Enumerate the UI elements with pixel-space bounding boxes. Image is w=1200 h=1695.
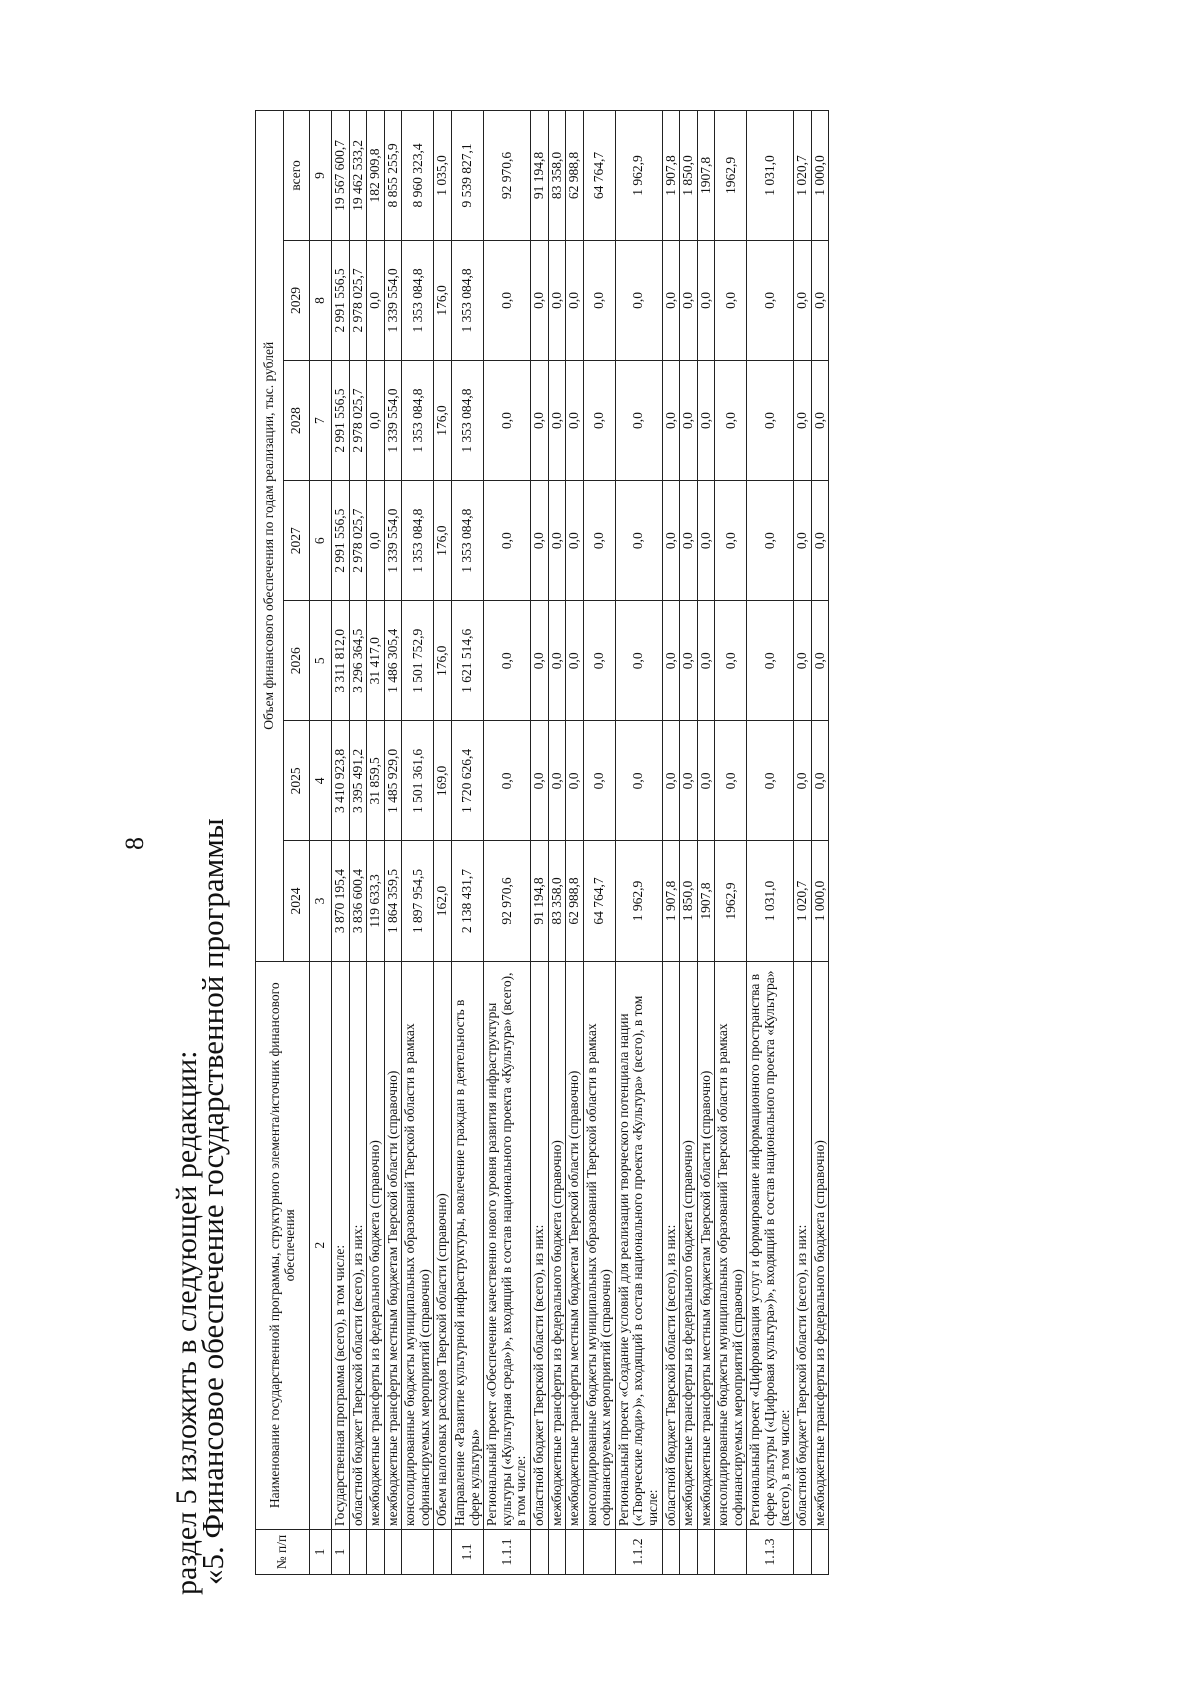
section-title: «5. Финансовое обеспечение государственной программы [195,818,230,1585]
row-total-value: 1 020,7 [794,111,812,241]
row-year-value: 1 353 084,8 [452,481,484,601]
row-name: Региональный проект «Обеспечение качественно нового уровня развития инфраструктуры культуры («Культурная среда»)», входящий в состав национального проекта «Культура» (всего), в том числе: [484,961,531,1529]
row-year-value: 2 991 556,5 [332,481,350,601]
row-number [434,1529,452,1574]
row-year-value: 0,0 [794,481,812,601]
row-year-value: 2 978 025,7 [349,361,367,481]
row-year-value: 0,0 [662,481,680,601]
row-total-value: 8 855 255,9 [384,111,402,241]
row-number [794,1529,812,1574]
row-year-value: 31 859,5 [367,721,385,841]
row-year-value: 0,0 [530,481,548,601]
row-name: Региональный проект «Цифровизация услуг и формирование информационного пространства в сфере культуры («Цифровая культура»)», входящий в состав национального проекта «Культура» (всего), в том числе: [747,961,794,1529]
column-number: 2 [310,961,332,1529]
row-year-value: 3 395 491,2 [349,721,367,841]
row-year-value: 0,0 [566,481,584,601]
row-number [715,1529,747,1574]
row-number [811,1529,829,1574]
row-total-value: 1907,8 [697,111,715,241]
row-year-value: 1 621 514,6 [452,601,484,721]
row-year-value: 1 353 084,8 [402,481,434,601]
row-year-value: 0,0 [747,481,794,601]
header-total: всего [284,111,310,241]
row-year-value: 1 864 359,5 [384,841,402,961]
row-name: консолидированные бюджеты муниципальных образований Тверской области в рамках софинансируемых мероприятий (справочно) [715,961,747,1529]
row-year-value: 0,0 [367,240,385,360]
row-year-value: 0,0 [566,601,584,721]
row-total-value: 19 567 600,7 [332,111,350,241]
row-year-value: 3 311 812,0 [332,601,350,721]
table-row [349,111,367,1575]
row-total-value: 1 035,0 [434,111,452,241]
row-year-value: 0,0 [583,240,615,360]
row-year-value: 169,0 [434,721,452,841]
row-year-value: 0,0 [680,361,698,481]
row-year-value: 1 353 084,8 [402,361,434,481]
table-row [402,111,434,1575]
row-year-value: 1 501 752,9 [402,601,434,721]
row-year-value: 0,0 [583,601,615,721]
row-year-value: 0,0 [747,721,794,841]
row-total-value: 62 988,8 [566,111,584,241]
row-year-value: 62 988,8 [566,841,584,961]
header-year: 2025 [284,721,310,841]
row-year-value: 0,0 [530,601,548,721]
row-year-value: 0,0 [715,240,747,360]
table-row [615,111,662,1575]
row-year-value: 0,0 [715,721,747,841]
row-year-value: 0,0 [697,481,715,601]
row-year-value: 0,0 [811,481,829,601]
row-year-value: 0,0 [794,361,812,481]
row-number: 1 [332,1529,350,1574]
table-body [332,111,829,1575]
row-year-value: 0,0 [367,361,385,481]
row-year-value: 0,0 [747,240,794,360]
row-name: Государственная программа (всего), в том числе: [332,961,350,1529]
row-year-value: 0,0 [662,721,680,841]
row-year-value: 0,0 [566,721,584,841]
row-name: Региональный проект «Создание условий для реализации творческого потенциала нации («Творческие люди»)», входящий в состав национального проекта «Культура» (всего), в том числе: [615,961,662,1529]
row-name: консолидированные бюджеты муниципальных образований Тверской области в рамках софинансируемых мероприятий (справочно) [402,961,434,1529]
row-year-value: 0,0 [566,361,584,481]
table-row [566,111,584,1575]
row-year-value: 0,0 [548,361,566,481]
row-name: областной бюджет Тверской области (всего), из них: [530,961,548,1529]
row-year-value: 0,0 [548,721,566,841]
row-year-value: 176,0 [434,601,452,721]
table-row [484,111,531,1575]
row-year-value: 0,0 [615,481,662,601]
row-year-value: 0,0 [715,481,747,601]
row-total-value: 182 909,8 [367,111,385,241]
row-name: межбюджетные трансферты из федерального бюджета (справочно) [680,961,698,1529]
row-year-value: 2 138 431,7 [452,841,484,961]
row-number: 1.1.3 [747,1529,794,1574]
row-year-value: 1 339 554,0 [384,361,402,481]
row-year-value: 176,0 [434,361,452,481]
row-year-value: 1 850,0 [680,841,698,961]
row-year-value: 0,0 [367,481,385,601]
row-year-value: 0,0 [811,721,829,841]
row-year-value: 0,0 [583,721,615,841]
row-year-value: 0,0 [697,240,715,360]
intro-text: раздел 5 изложить в следующей редакции: [170,1050,203,1595]
table-row [332,111,350,1575]
row-year-value: 92 970,6 [484,841,531,961]
column-number: 1 [310,1529,332,1574]
row-year-value: 3 836 600,4 [349,841,367,961]
row-name: консолидированные бюджеты муниципальных образований Тверской области в рамках софинансируемых мероприятий (справочно) [583,961,615,1529]
row-year-value: 1 339 554,0 [384,240,402,360]
header-year: 2027 [284,481,310,601]
row-year-value: 2 991 556,5 [332,361,350,481]
row-year-value: 0,0 [697,721,715,841]
table-row [367,111,385,1575]
row-total-value: 9 539 827,1 [452,111,484,241]
row-year-value: 0,0 [662,361,680,481]
row-year-value: 0,0 [484,481,531,601]
row-year-value: 1 353 084,8 [452,240,484,360]
row-year-value: 0,0 [747,361,794,481]
column-number: 8 [310,240,332,360]
row-year-value: 0,0 [615,240,662,360]
table-row [548,111,566,1575]
row-year-value: 2 978 025,7 [349,481,367,601]
row-year-value: 1 031,0 [747,841,794,961]
row-year-value: 0,0 [484,240,531,360]
row-year-value: 1 486 305,4 [384,601,402,721]
row-year-value: 0,0 [615,361,662,481]
table-row [434,111,452,1575]
row-year-value: 1 000,0 [811,841,829,961]
row-year-value: 0,0 [680,601,698,721]
row-year-value: 0,0 [484,721,531,841]
row-year-value: 0,0 [662,240,680,360]
row-year-value: 31 417,0 [367,601,385,721]
header-name: Наименование государственной программы, структурного элемента/источник финансового обеспечения [256,961,310,1529]
row-total-value: 1 031,0 [747,111,794,241]
header-year: 2026 [284,601,310,721]
row-year-value: 0,0 [615,601,662,721]
row-year-value: 0,0 [548,601,566,721]
row-year-value: 0,0 [794,721,812,841]
row-number [662,1529,680,1574]
table-row [452,111,484,1575]
row-year-value: 0,0 [566,240,584,360]
row-year-value: 1 485 929,0 [384,721,402,841]
column-number: 6 [310,481,332,601]
table-row [384,111,402,1575]
row-year-value: 64 764,7 [583,841,615,961]
row-total-value: 91 194,8 [530,111,548,241]
table-row [715,111,747,1575]
row-number [697,1529,715,1574]
row-total-value: 1 962,9 [615,111,662,241]
row-year-value: 162,0 [434,841,452,961]
column-number: 4 [310,721,332,841]
column-number: 9 [310,111,332,241]
row-name: областной бюджет Тверской области (всего), из них: [794,961,812,1529]
row-number: 1.1 [452,1529,484,1574]
table-row [662,111,680,1575]
row-year-value: 1 720 626,4 [452,721,484,841]
column-number: 3 [310,841,332,961]
table-row [794,111,812,1575]
row-year-value: 0,0 [715,361,747,481]
row-total-value: 1 850,0 [680,111,698,241]
row-number [548,1529,566,1574]
row-year-value: 0,0 [794,240,812,360]
row-year-value: 0,0 [697,361,715,481]
row-year-value: 2 978 025,7 [349,240,367,360]
row-name: межбюджетные трансферты местным бюджетам Тверской области (справочно) [566,961,584,1529]
row-year-value: 1 501 361,6 [402,721,434,841]
row-year-value: 1 353 084,8 [402,240,434,360]
column-number: 5 [310,601,332,721]
row-year-value: 0,0 [680,721,698,841]
column-number: 7 [310,361,332,481]
row-year-value: 3 296 364,5 [349,601,367,721]
table-row [530,111,548,1575]
table-row [697,111,715,1575]
row-year-value: 0,0 [811,361,829,481]
row-year-value: 0,0 [680,240,698,360]
row-total-value: 8 960 323,4 [402,111,434,241]
row-number [680,1529,698,1574]
row-year-value: 3 870 195,4 [332,841,350,961]
row-year-value: 0,0 [530,240,548,360]
row-year-value: 0,0 [811,240,829,360]
row-year-value: 0,0 [530,361,548,481]
row-name: межбюджетные трансферты из федерального бюджета (справочно) [811,961,829,1529]
row-year-value: 1 339 554,0 [384,481,402,601]
row-year-value: 0,0 [484,361,531,481]
table-row [680,111,698,1575]
row-total-value: 1962,9 [715,111,747,241]
row-name: межбюджетные трансферты из федерального бюджета (справочно) [548,961,566,1529]
row-number: 1.1.1 [484,1529,531,1574]
row-total-value: 1 000,0 [811,111,829,241]
row-number: 1.1.2 [615,1529,662,1574]
row-year-value: 83 358,0 [548,841,566,961]
row-total-value: 83 358,0 [548,111,566,241]
header-year: 2024 [284,841,310,961]
row-year-value: 1 907,8 [662,841,680,961]
row-year-value: 0,0 [680,481,698,601]
row-year-value: 0,0 [697,601,715,721]
row-number [402,1529,434,1574]
row-year-value: 119 633,3 [367,841,385,961]
row-year-value: 1 020,7 [794,841,812,961]
table-row [747,111,794,1575]
row-number [530,1529,548,1574]
row-total-value: 92 970,6 [484,111,531,241]
table-row [811,111,829,1575]
row-name: межбюджетные трансферты из федерального бюджета (справочно) [367,961,385,1529]
row-number [367,1529,385,1574]
row-year-value: 0,0 [715,601,747,721]
row-year-value: 0,0 [530,721,548,841]
row-year-value: 1962,9 [715,841,747,961]
row-year-value: 3 410 923,8 [332,721,350,841]
row-year-value: 0,0 [548,240,566,360]
row-year-value: 1907,8 [697,841,715,961]
row-number [349,1529,367,1574]
header-year: 2028 [284,361,310,481]
row-year-value: 0,0 [811,601,829,721]
row-year-value: 176,0 [434,481,452,601]
row-total-value: 64 764,7 [583,111,615,241]
row-year-value: 176,0 [434,240,452,360]
row-number [583,1529,615,1574]
header-year: 2029 [284,240,310,360]
row-year-value: 2 991 556,5 [332,240,350,360]
row-year-value: 91 194,8 [530,841,548,961]
row-year-value: 0,0 [794,601,812,721]
row-name: Объем налоговых расходов Тверской области (справочно) [434,961,452,1529]
row-year-value: 0,0 [662,601,680,721]
row-year-value: 1 962,9 [615,841,662,961]
row-name: областной бюджет Тверской области (всего), из них: [349,961,367,1529]
row-name: межбюджетные трансферты местным бюджетам Тверской области (справочно) [697,961,715,1529]
header-no: № п/п [256,1529,310,1574]
row-total-value: 1 907,8 [662,111,680,241]
row-year-value: 0,0 [583,361,615,481]
row-name: Направление «Развитие культурной инфраструктуры, вовлечение граждан в деятельность в сфере культуры» [452,961,484,1529]
row-year-value: 0,0 [548,481,566,601]
row-year-value: 1 353 084,8 [452,361,484,481]
finance-table [255,110,829,1575]
row-total-value: 19 462 533,2 [349,111,367,241]
rotated-table-wrapper [255,110,1200,1575]
row-number [384,1529,402,1574]
row-year-value: 0,0 [484,601,531,721]
table-row [583,111,615,1575]
row-year-value: 0,0 [615,721,662,841]
row-year-value: 0,0 [747,601,794,721]
header-group: Объем финансового обеспечения по годам реализации, тыс. рублей [256,111,284,962]
row-name: межбюджетные трансферты местным бюджетам Тверской области (справочно) [384,961,402,1529]
page-number: 8 [120,837,149,850]
row-year-value: 0,0 [583,481,615,601]
row-number [566,1529,584,1574]
row-name: областной бюджет Тверской области (всего), из них: [662,961,680,1529]
row-year-value: 1 897 954,5 [402,841,434,961]
